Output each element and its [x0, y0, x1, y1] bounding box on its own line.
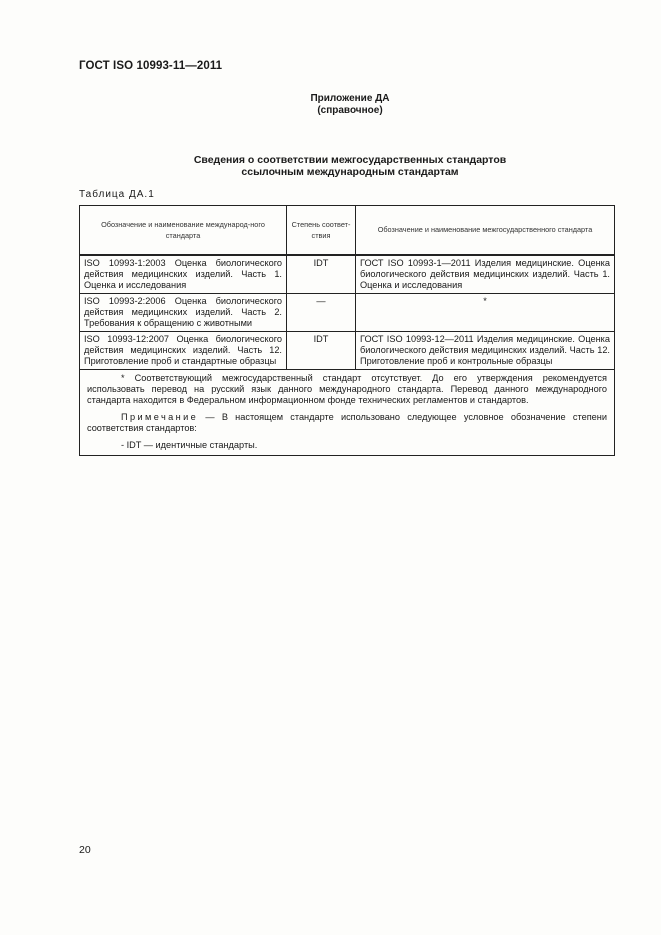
note-text: — В настоящем стандарте использовано следующее условное обозначение степени соответствия стандартов: [87, 411, 607, 433]
section-title-line-1: Сведения о соответствии межгосударственных стандартов [193, 154, 507, 166]
table-notes-row [80, 369, 615, 455]
table-row [80, 293, 615, 331]
annex-subtitle: (справочное) [317, 105, 383, 116]
cell-interstate-standard: * [356, 293, 615, 331]
table-notes [80, 369, 615, 455]
note-label: Примечание [121, 411, 199, 422]
section-title-line-2: ссылочным международным стандартам [241, 166, 459, 178]
annex-title [200, 93, 500, 117]
document-header: ГОСТ ISO 10993-11—2011 [79, 60, 223, 72]
header-intl-standard: Обозначение и наименование международ-ного стандарта [80, 206, 287, 255]
cell-interstate-standard: ГОСТ ISO 10993-1—2011 Изделия медицинские. Оценка биологического действия медицинских изделий. Часть 1. Оценка и исследования [356, 255, 615, 294]
cell-intl-standard: ISO 10993-12:2007 Оценка биологического действия медицинских изделий. Часть 12. Приготовление проб и стандартные образцы [80, 331, 287, 369]
cell-degree: — [287, 293, 356, 331]
cell-degree: IDT [287, 331, 356, 369]
cell-intl-standard: ISO 10993-1:2003 Оценка биологического действия медицинских изделий. Часть 1. Оценка и исследования [80, 255, 287, 294]
table-caption: Таблица ДА.1 [79, 189, 155, 200]
header-degree: Степень соответ-ствия [287, 206, 356, 255]
cell-degree: IDT [287, 255, 356, 294]
table-note [87, 412, 607, 434]
table-header-row [80, 206, 615, 255]
table-footnote: * Соответствующий межгосударственный стандарт отсутствует. До его утверждения рекомендуется использовать перевод на русский язык данного международного стандарта. Перевод данного международного стандарта находится в Федеральном информационном фонде технических регламентов и стандартов. [87, 372, 607, 405]
header-interstate-standard: Обозначение и наименование межгосударственного стандарта [356, 206, 615, 255]
table-row [80, 331, 615, 369]
section-title [120, 154, 580, 178]
table-row [80, 255, 615, 294]
standards-correspondence-table [79, 205, 615, 456]
annex-title-label: Приложение ДА [310, 93, 390, 104]
note-item: - IDT — идентичные стандарты. [121, 439, 258, 450]
cell-intl-standard: ISO 10993-2:2006 Оценка биологического действия медицинских изделий. Часть 2. Требования к обращению с животными [80, 293, 287, 331]
page-number: 20 [79, 844, 91, 856]
cell-interstate-standard: ГОСТ ISO 10993-12—2011 Изделия медицинские. Оценка биологического действия медицинских изделий. Часть 12. Приготовление проб и контрольные образцы [356, 331, 615, 369]
